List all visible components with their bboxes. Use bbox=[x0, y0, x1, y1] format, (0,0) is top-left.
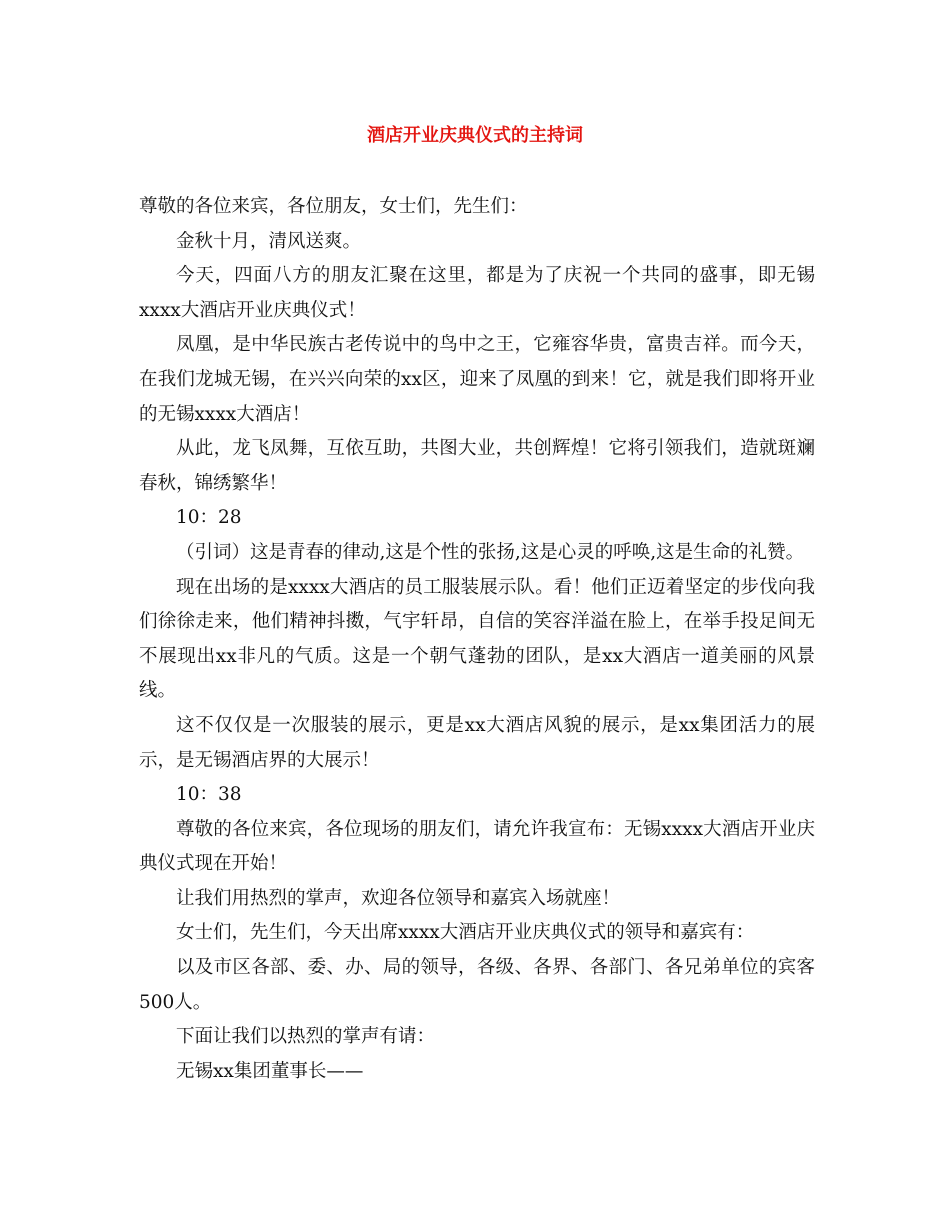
paragraph: 今天，四面八方的朋友汇聚在这里，都是为了庆祝一个共同的盛事，即无锡xxxx大酒店开业庆典仪式！ bbox=[139, 265, 815, 321]
paragraph: 以及市区各部、委、办、局的领导，各级、各界、各部门、各兄弟单位的宾客500人。 bbox=[139, 957, 815, 1013]
paragraph: （引词）这是青春的律动,这是个性的张扬,这是心灵的呼唤,这是生命的礼赞。 bbox=[176, 541, 805, 563]
document-title: 酒店开业庆典仪式的主持词 bbox=[367, 125, 583, 146]
paragraph-time: 10：38 bbox=[176, 784, 242, 806]
paragraph: 金秋十月，清风送爽。 bbox=[176, 230, 362, 252]
paragraph: 现在出场的是xxxx大酒店的员工服装展示队。看！他们正迈着坚定的步伐向我们徐徐走来，他们精神抖擞，气宇轩昂，自信的笑容洋溢在脸上，在举手投足间无不展现出xx非凡的气质。这是一个朝气蓬勃的团队，是xx大酒店一道美丽的风景线。 bbox=[139, 576, 815, 702]
paragraph-greeting: 尊敬的各位来宾，各位朋友，女士们，先生们： bbox=[139, 196, 528, 217]
paragraph: 让我们用热烈的掌声，欢迎各位领导和嘉宾入场就座！ bbox=[176, 887, 621, 909]
paragraph: 无锡xx集团董事长—— bbox=[176, 1060, 364, 1082]
paragraph: 下面让我们以热烈的掌声有请： bbox=[176, 1026, 436, 1048]
paragraph: 凤凰，是中华民族古老传说中的鸟中之王，它雍容华贵，富贵吉祥。而今天，在我们龙城无锡，在兴兴向荣的xx区，迎来了凤凰的到来！它，就是我们即将开业的无锡xxxx大酒店！ bbox=[139, 334, 815, 425]
paragraph-time: 10：28 bbox=[176, 507, 242, 529]
document-body bbox=[139, 190, 815, 1089]
paragraph: 这不仅仅是一次服装的展示，更是xx大酒店风貌的展示，是xx集团活力的展示，是无锡酒店界的大展示！ bbox=[139, 714, 815, 771]
paragraph: 从此，龙飞凤舞，互依互助，共图大业，共创辉煌！它将引领我们，造就斑斓春秋，锦绣繁华！ bbox=[139, 438, 815, 494]
paragraph: 尊敬的各位来宾，各位现场的朋友们，请允许我宣布：无锡xxxx大酒店开业庆典仪式现在开始！ bbox=[139, 818, 815, 875]
paragraph: 女士们，先生们，今天出席xxxx大酒店开业庆典仪式的领导和嘉宾有： bbox=[176, 922, 755, 944]
